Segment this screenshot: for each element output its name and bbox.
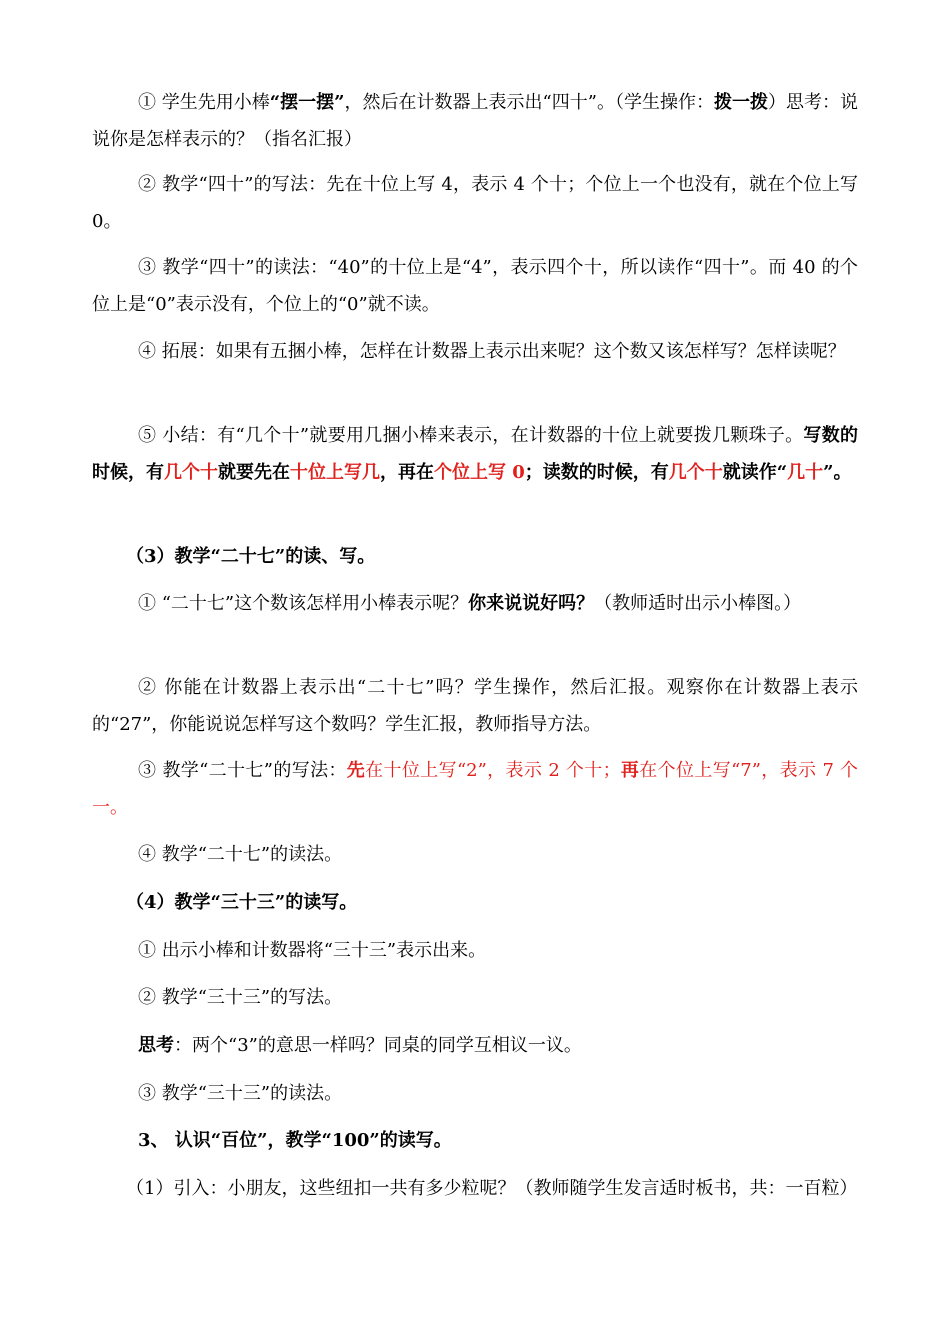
text-run: 3、 认识“百位”，教学“100”的读写。 — [138, 1130, 452, 1151]
text-run: ② 教学“四十”的写法：先在十位上写 4，表示 4 个十；个位上一个也没有，就在个位上写 0。 — [92, 174, 858, 232]
text-run: 拨一拨 — [713, 92, 768, 113]
paragraph — [92, 1027, 858, 1064]
text-run: ，然后在计数器上表示出“四十”。（学生操作： — [344, 92, 714, 113]
paragraph — [92, 166, 858, 240]
paragraph — [92, 752, 858, 826]
paragraph — [92, 836, 858, 873]
text-run: 十位上写几 — [290, 462, 380, 483]
section-heading — [92, 1122, 858, 1159]
text-run: 个位上写 0 — [434, 462, 525, 483]
text-run: 写数的时候，有 — [92, 425, 858, 483]
paragraph — [92, 1075, 858, 1112]
section-heading — [92, 538, 858, 575]
section-heading — [92, 884, 858, 921]
text-run: 几十 — [787, 462, 824, 483]
text-run: ③ 教学“三十三”的读法。 — [138, 1083, 343, 1104]
paragraph — [92, 1170, 858, 1207]
text-run: 你来说说好吗？ — [468, 593, 595, 614]
text-run: （4）教学“三十三”的读写。 — [126, 892, 358, 913]
paragraph — [92, 585, 858, 622]
text-run: 再 — [620, 760, 640, 781]
text-run: ）思考：说说你是怎样表示的？（指名汇报） — [92, 92, 858, 150]
text-run: 就要先在 — [218, 462, 290, 483]
text-run: ④ 拓展：如果有五捆小棒，怎样在计数器上表示出来呢？这个数又该怎样写？怎样读呢？ — [138, 341, 846, 362]
text-run: ：两个“3”的意思一样吗？同桌的同学互相议一议。 — [174, 1035, 582, 1056]
text-run: ① 学生先用小棒 — [138, 92, 270, 113]
paragraph — [92, 417, 858, 491]
text-run: 在个位上写“7”，表示 7 个一。 — [92, 760, 858, 818]
text-run: 思考 — [138, 1035, 174, 1056]
text-run: ；读数的时候，有 — [524, 462, 669, 483]
text-run: 先 — [346, 760, 366, 781]
text-run: （1）引入：小朋友，这些纽扣一共有多少粒呢？（教师随学生发言适时板书，共：一百粒） — [126, 1178, 858, 1199]
text-run: ③ 教学“四十”的读法：“40”的十位上是“4”，表示四个十，所以读作“四十”。而 40 的个位上是“0”表示没有，个位上的“0”就不读。 — [92, 257, 858, 315]
text-run: ③ 教学“二十七”的写法： — [138, 760, 347, 781]
paragraph — [92, 932, 858, 969]
text-run: ① 出示小棒和计数器将“三十三”表示出来。 — [138, 940, 487, 961]
text-run: ② 教学“三十三”的写法。 — [138, 987, 343, 1008]
text-run: （3）教学“二十七”的读、写。 — [126, 546, 376, 567]
text-run: 几个十 — [668, 462, 723, 483]
text-run: （教师适时出示小棒图。） — [594, 593, 802, 614]
text-run: ② 你能在计数器上表示出“二十七”吗？学生操作，然后汇报。观察你在计数器上表示的“27”，你能说说怎样写这个数吗？学生汇报，教师指导方法。 — [92, 677, 858, 735]
text-run: ，再在 — [380, 462, 434, 483]
text-run: “摆一摆” — [269, 92, 345, 113]
text-run: 几个十 — [164, 462, 218, 483]
paragraph — [92, 333, 858, 370]
text-run: ① “二十七”这个数该怎样用小棒表示呢？ — [138, 593, 469, 614]
paragraph — [92, 669, 858, 743]
paragraph — [92, 979, 858, 1016]
text-run: ”。 — [823, 462, 852, 483]
paragraph — [92, 84, 858, 158]
text-run: ④ 教学“二十七”的读法。 — [138, 844, 343, 865]
text-run: 就读作“ — [722, 462, 788, 483]
paragraph — [92, 249, 858, 323]
text-run: ⑤ 小结：有“几个十”就要用几捆小棒来表示，在计数器的十位上就要拨几颗珠子。 — [138, 425, 804, 446]
text-run: 在十位上写“2”，表示 2 个十； — [365, 760, 621, 781]
